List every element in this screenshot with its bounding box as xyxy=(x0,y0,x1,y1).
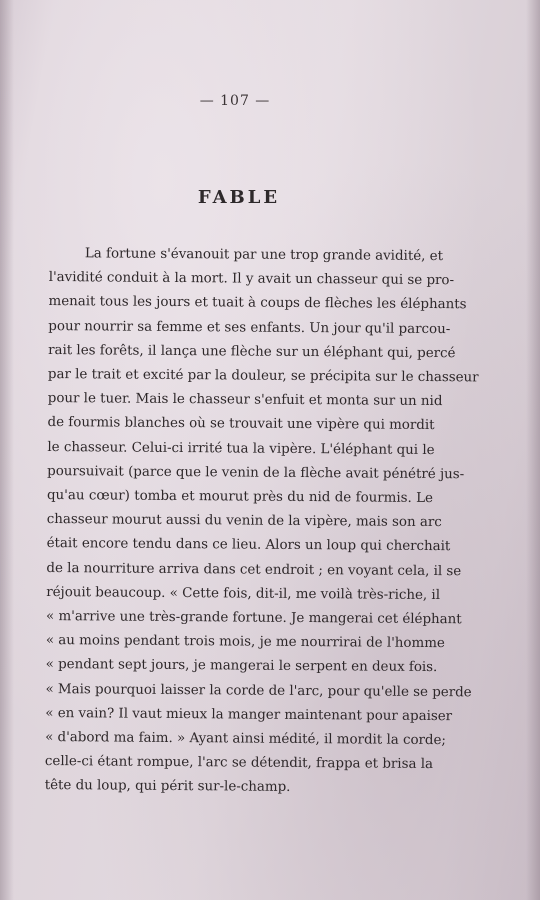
fable-title: FABLE xyxy=(197,187,281,208)
text-line: « pendant sept jours, je mangerai le serpent en deux fois. xyxy=(45,657,438,676)
text-line: « m'arrive une très-grande fortune. Je mangerai cet éléphant xyxy=(45,609,462,628)
text-line: « d'abord ma faim. » Ayant ainsi médité, il mordit la corde; xyxy=(45,730,447,749)
text-line: rait les forêts, il lança une flèche sur un éléphant qui, percé xyxy=(48,342,456,362)
text-line: poursuivait (parce que le venin de la flèche avait pénétré jus- xyxy=(47,463,465,483)
text-line: par le trait et excité par la douleur, se précipita sur le chasseur xyxy=(47,367,479,386)
text-line: menait tous les jours et tuait à coups de flèches les éléphants xyxy=(48,294,467,313)
text-line: de la nourriture arriva dans cet endroit ; en voyant cela, il se xyxy=(46,560,462,579)
text-line: était encore tendu dans ce lieu. Alors un loup qui cherchait xyxy=(46,536,451,555)
page-edge-left xyxy=(0,0,14,900)
text-line: pour nourrir sa femme et ses enfants. Un jour qu'il parcou- xyxy=(48,318,451,337)
text-line: celle-ci étant rompue, l'arc se détendit, frappa et brisa la xyxy=(44,754,434,773)
text-line: chasseur mourut aussi du venin de la vipère, mais son arc xyxy=(46,512,442,531)
text-line: tête du loup, qui périt sur-le-champ. xyxy=(44,778,291,796)
page-number: — 107 — xyxy=(199,93,271,109)
text-line: qu'au cœur) tomba et mourut près du nid de fourmis. Le xyxy=(46,488,434,507)
text-line: le chasseur. Celui-ci irrité tua la vipère. L'éléphant qui le xyxy=(47,439,435,458)
text-line: l'avidité conduit à la mort. Il y avait un chasseur qui se pro- xyxy=(48,270,455,289)
text-line: « au moins pendant trois mois, je me nourrirai de l'homme xyxy=(45,633,445,652)
page-edge-right xyxy=(526,0,540,900)
fable-text xyxy=(44,242,479,802)
text-line: de fourmis blanches où se trouvait une vipère qui mordit xyxy=(47,415,435,434)
text-line: réjouit beaucoup. « Cette fois, dit-il, me voilà très-riche, il xyxy=(46,584,441,603)
text-line: pour le tuer. Mais le chasseur s'enfuit et monta sur un nid xyxy=(47,391,443,410)
text-line: « en vain? Il vaut mieux la manger maintenant pour apaiser xyxy=(45,705,453,725)
text-line: La fortune s'évanouit par une trop grande avidité, et xyxy=(84,246,444,265)
text-line: « Mais pourquoi laisser la corde de l'arc, pour qu'elle se perde xyxy=(45,681,472,700)
